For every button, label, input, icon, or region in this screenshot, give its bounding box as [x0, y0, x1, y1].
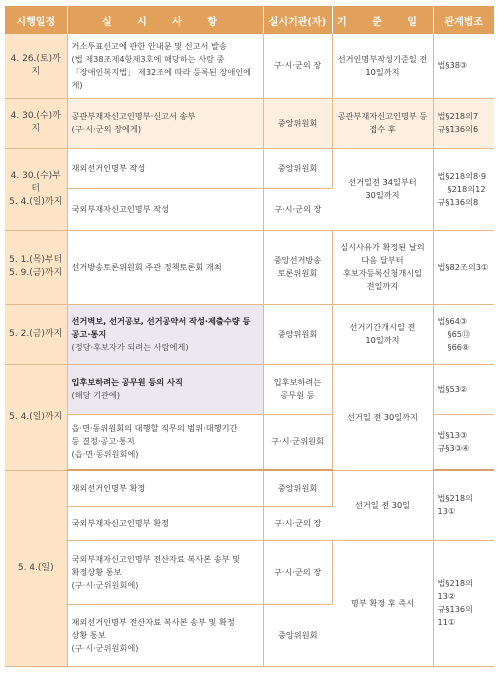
header-agency: 실시기관(자)	[263, 6, 332, 34]
header-row	[5, 6, 494, 34]
content-cell: 국외부재자신고인명부 전산자료 복사본 송부 및 확정상황 통보 (구·시·군위원회에)	[67, 540, 263, 604]
table-row	[5, 230, 494, 304]
standard-cell: 선거일 전 30일까지	[332, 364, 433, 470]
table-row	[5, 364, 494, 414]
standard-cell: 공관부재자신고인명부 등 접수 후	[332, 98, 433, 148]
table-row	[5, 470, 494, 506]
content-cell: 국외부재자신고인명부 작성	[67, 188, 263, 230]
agency-cell: 중앙위원회	[263, 148, 332, 188]
agency-cell: 중앙위원회	[263, 98, 332, 148]
standard-cell: 명부 확정 후 즉시	[332, 540, 433, 666]
table-row	[5, 34, 494, 98]
content-cell: 읍·면·동위원회의 대행할 직무의 범위·대행기간 등 결정·공고·통지 (읍·면·동위원회에)	[67, 414, 263, 470]
agency-cell: 입후보하려는 공무원 등	[263, 364, 332, 414]
date-cell: 5. 4.(일)	[5, 470, 67, 666]
agency-cell: 중앙위원회	[263, 604, 332, 666]
standard-cell: 선거일 전 30일	[332, 470, 433, 540]
header-date: 시행일정	[5, 6, 67, 34]
law-cell: 법§13③ 규§3③④	[433, 414, 494, 470]
date-cell: 4. 30.(수)까지	[5, 98, 67, 148]
date-cell: 5. 2.(금)까지	[5, 304, 67, 364]
agency-cell: 구·시·군의 장	[263, 506, 332, 540]
table-row	[5, 304, 494, 364]
law-cell: 법§82조의3①	[433, 230, 494, 304]
content-cell: 선거방송토론위원회 주관 정책토론회 개최	[67, 230, 263, 304]
agency-cell: 구·시·군의 장	[263, 540, 332, 604]
date-cell: 4. 26.(토)까지	[5, 34, 67, 98]
standard-cell: 선거인명부작성기준일 전 10일까지	[332, 34, 433, 98]
content-cell: 재외선거인명부 전산자료 복사본 송부 및 확정 상황 통보 (구·시·군위원회에)	[67, 604, 263, 666]
law-cell: 법§218의8·9 §218의12 규§136의8	[433, 148, 494, 230]
date-cell: 5. 1.(목)부터 5. 9.(금)까지	[5, 230, 67, 304]
law-cell: 법§53②	[433, 364, 494, 414]
standard-cell: 선거기간개시일 전 10일까지	[332, 304, 433, 364]
schedule-table	[5, 6, 494, 667]
content-cell: 국외부재자신고인명부 확정	[67, 506, 263, 540]
law-cell: 법§218의7 규§136의6	[433, 98, 494, 148]
agency-cell: 구·시·군의 장	[263, 188, 332, 230]
header-content: 실 시 사 항	[67, 6, 263, 34]
content-cell: 공관부재자신고인명부·신고서 송부 (구·시·군의 장에게)	[67, 98, 263, 148]
table-row	[5, 540, 494, 604]
law-cell: 법§38③	[433, 34, 494, 98]
table-row	[5, 148, 494, 188]
date-cell: 5. 4.(일)까지	[5, 364, 67, 470]
content-cell: 재외선거인명부 확정	[67, 470, 263, 506]
agency-cell: 중앙선거방송 토론위원회	[263, 230, 332, 304]
table-row	[5, 98, 494, 148]
content-cell: 재외선거인명부 작성	[67, 148, 263, 188]
standard-cell: 실시사유가 확정된 날의 다음 달부터 후보자등록신청개시일 전일까지	[332, 230, 433, 304]
law-cell: 법§218의13①	[433, 470, 494, 540]
law-cell: 법§218의13② 규§136의11①	[433, 540, 494, 666]
date-cell: 4. 30.(수)부터 5. 4.(일)까지	[5, 148, 67, 230]
agency-cell: 중앙위원회	[263, 304, 332, 364]
header-standard: 기 준 일	[332, 6, 433, 34]
agency-cell: 구·시·군위원회	[263, 414, 332, 470]
agency-cell: 구·시·군의 장	[263, 34, 332, 98]
header-law: 관계법조	[433, 6, 494, 34]
law-cell: 법§64③ §65⑬ §66⑧	[433, 304, 494, 364]
content-cell: 거소투표신고에 관한 안내문 및 신고서 발송 (법 제38조제4항제3호에 해당하는 사람 중 「장애인복지법」 제32조에 따라 등록된 장애인에게)	[67, 34, 263, 98]
content-cell: 선거벽보, 선거공보, 선거공약서 작성·제출수량 등 공고·통지 (정당·후보자가 되려는 사람에게)	[67, 304, 263, 364]
agency-cell: 중앙위원회	[263, 470, 332, 506]
standard-cell: 선거일전 34일부터 30일까지	[332, 148, 433, 230]
content-cell: 입후보하려는 공무원 등의 사직 (해당 기관에)	[67, 364, 263, 414]
